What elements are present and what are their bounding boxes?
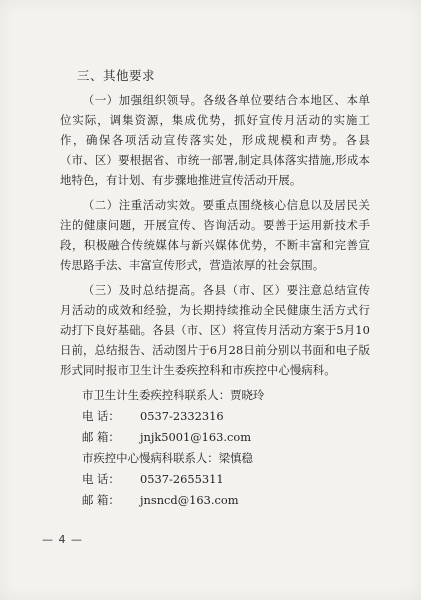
email-address-health-commission: jnjk5001@163.com — [140, 430, 252, 444]
contact-person-cdc: 市疾控中心慢病科联系人：梁慎稳 — [82, 451, 253, 465]
contact-phone-row-health-commission — [60, 406, 370, 427]
page-number: — 4 — — [42, 533, 83, 546]
contact-email-row-health-commission — [60, 427, 370, 448]
phone-label: 电 话： — [82, 472, 120, 486]
contact-phone-row-cdc — [60, 469, 370, 490]
contact-person-health-commission: 市卫生计生委疾控科联系人：贾晓玲 — [82, 388, 265, 402]
document-content — [60, 66, 370, 511]
email-label: 邮 箱： — [82, 493, 120, 507]
paragraph-summary-improvement: （三）及时总结提高。各县（市、区）要注意总结宣传月活动的成效和经验，为长期持续推动全民健康生活方式行动打下良好基础。各县（市、区）将宣传月活动方案于5月10日前，总结报告、活动图片于6月28日前分别以书面和电子版形式同时报市卫生计生委疾控科和市疾控中心慢病科。 — [60, 283, 370, 377]
paragraph-organization-leadership: （一）加强组织领导。各级各单位要结合本地区、本单位实际，调集资源，集成优势，抓好宣传月活动的实施工作，确保各项活动宣传落实处，形成规模和声势。各县（市、区）要根据省、市统一部署,制定具体落实措施,形成本地特色，有计划、有步骤地推进宣传活动开展。 — [60, 93, 370, 187]
contacts-block — [60, 385, 370, 511]
phone-label: 电 话： — [82, 409, 120, 423]
email-label: 邮 箱： — [82, 430, 120, 444]
paragraph-activity-effectiveness: （二）注重活动实效。要重点围绕核心信息以及居民关注的健康问题，开展宣传、咨询活动。要善于运用新技术手段，积极融合传统媒体与新兴媒体优势，不断丰富和完善宣传思路手法、丰富宣传形式，营造浓厚的社会氛围。 — [60, 198, 370, 272]
section-heading: 三、其他要求 — [77, 68, 156, 83]
contact-email-row-cdc — [60, 490, 370, 511]
email-address-cdc: jnsncd@163.com — [140, 493, 239, 507]
phone-number-cdc: 0537-2655311 — [140, 472, 224, 486]
phone-number-health-commission: 0537-2332316 — [140, 409, 224, 423]
